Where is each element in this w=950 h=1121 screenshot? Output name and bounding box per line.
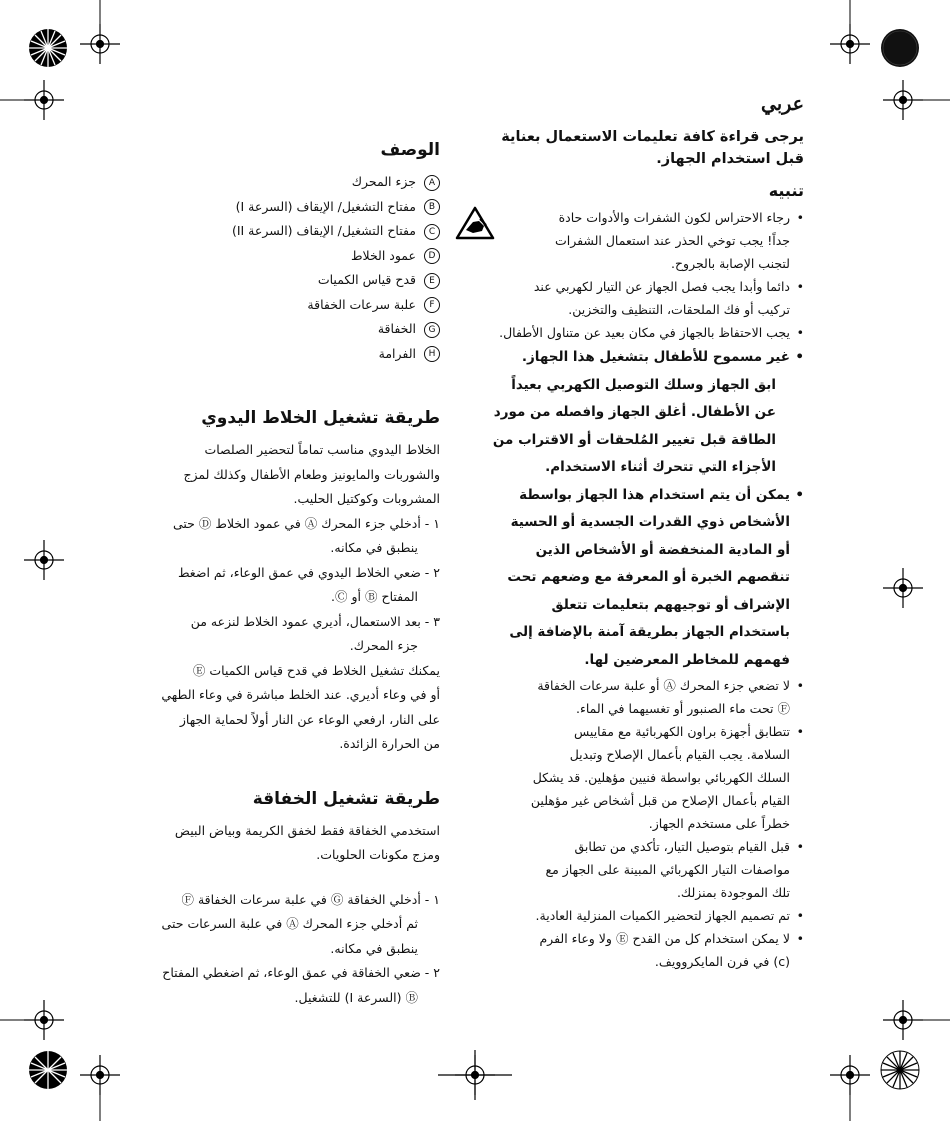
text-line: ومزج مكونات الحلويات. [316,847,440,862]
warning-line: أو المادية المنخفضة أو الأشخاص الذين [535,541,790,558]
part-label: الفرامة [378,345,416,361]
intro-line: قبل استخدام الجهاز. [656,151,804,167]
list-item [455,720,804,835]
part-label: عمود الخلاط [350,247,416,263]
hand-blender-step [138,512,440,561]
text-line: على النار، ارفعي الوعاء عن النار أولاً لحماية الجهاز [179,711,440,727]
warning-line: الطاقة قبل تغيير المُلحقات أو الاقتراب من [492,431,776,448]
text-line: والشوربات والمايونيز وطعام الأطفال وكذلك لمزج [183,466,440,482]
list-item [455,904,804,927]
warning-line: ابق الجهاز وسلك التوصيل الكهربي بعيداً [511,376,776,393]
whisk-heading: طريقة تشغيل الخفاقة [252,788,440,809]
part-label: جزء المحرك [351,174,416,189]
part-letter-badge: G [424,322,440,338]
list-item [455,482,804,675]
list-item [455,927,804,973]
whisk-step [138,961,440,1010]
warning-heading: تنبيه [768,181,804,200]
text-line: ٣ - بعد الاستعمال، أديري عمود الخلاط لنزعه من [190,613,440,629]
warning-line: • دائما وأبدا يجب فصل الجهاز عن التيار لكهربي عند [533,279,790,294]
part-letter-badge: C [424,224,440,240]
dot-target-icon [881,29,919,67]
text-line: ينطبق في مكانه. [330,540,418,555]
list-item [138,170,440,195]
warning-line: مواصفات التيار الكهربائي المبينة على الجهاز مع [545,862,790,877]
warning-line: فهمهم للمخاطر المعرضين لها. [584,651,790,668]
part-letter-badge: D [424,248,440,264]
list-item [138,342,440,367]
text-line: جزء المحرك. [349,638,418,653]
warning-line: • رجاء الاحتراس لكون الشفرات والأدوات حادة [558,210,790,225]
warning-line: (c) في فرن المايكروويف. [654,954,790,969]
list-item [455,344,804,482]
part-letter-badge: E [424,273,440,289]
text-line: ثم أدخلي جزء المحرك Ⓐ في علبة السرعات حتى [161,916,418,931]
text-line: من الحرارة الزائدة. [339,736,440,751]
hand-blender-intro [138,438,440,512]
warning-line: عن الأطفال. أغلق الجهاز وافصله من مورد [493,404,776,420]
part-label: مفتاح التشغيل/ الإيقاف (السرعة II) [231,223,416,238]
text-line: أو في وعاء أديري. عند الخلط مباشرة في وعاء الطهي [161,687,440,702]
warning-line: جداً! يجب توخي الحذر عند استعمال الشفرات [554,233,790,248]
part-letter-badge: F [424,297,440,313]
warning-line: الأجزاء التي تتحرك أثناء الاستخدام. [545,459,776,475]
list-item [138,219,440,244]
whisk-step [138,888,440,962]
warning-line: خطراً على مستخدم الجهاز. [648,816,790,831]
list-item [455,321,804,344]
intro-text [455,126,804,170]
hand-blender-step [138,561,440,610]
part-letter-badge: H [424,346,440,362]
text-line: ١ - أدخلي جزء المحرك Ⓐ في عمود الخلاط Ⓓ حتى [172,515,440,531]
warning-list [455,206,804,973]
text-line: ٢ - ضعي الخلاط اليدوي في عمق الوعاء، ثم اضغط [177,564,440,580]
text-line: ١ - أدخلي الخفاقة Ⓖ في علبة سرعات الخفاقة Ⓕ [181,891,440,907]
list-item [455,275,804,321]
warning-line: • لا يمكن استخدام كل من القدح Ⓔ ولا وعاء الفرم [539,931,790,946]
hand-blender-note [138,659,440,757]
part-label: قدح قياس الكميات [317,272,416,287]
text-line: استخدمي الخفاقة فقط لخفق الكريمة وبياض البيض [174,822,440,838]
list-item [138,244,440,269]
part-letter-badge: A [424,175,440,191]
whisk-intro [138,819,440,868]
right-column [455,92,804,973]
warning-line: لتجنب الإصابة بالجروح. [671,256,790,271]
warning-line: باستخدام الجهاز بطريقة آمنة بالإضافة إلى [509,624,790,640]
text-line: ٢ - ضعي الخفاقة في عمق الوعاء، ثم اضغطي المفتاح [162,965,440,980]
warning-line: • تتطابق أجهزة براون الكهربائية مع مقاييس [573,724,790,739]
part-label: مفتاح التشغيل/ الإيقاف (السرعة I) [235,198,416,214]
language-title: عربي [761,93,804,115]
warning-line: تركيب أو فك الملحقات، التنظيف والتخزين. [568,302,790,317]
parts-list [138,170,440,366]
list-item [138,268,440,293]
warning-line: الأشخاص ذوي القدرات الجسدية أو الحسية [510,514,790,530]
list-item [138,293,440,318]
hand-cut-warning-icon [455,206,495,247]
warning-line: • يمكن أن يتم استخدام هذا الجهاز بواسطة [519,486,790,503]
warning-line: السلامة. يجب القيام بأعمال الإصلاح وتبديل [569,747,790,762]
text-line: الخلاط اليدوي مناسب تماماً لتحضير الصلصات [204,442,440,457]
list-item [455,835,804,904]
text-line: ينطبق في مكانه. [330,940,418,956]
list-item [455,674,804,720]
warning-line: • يجب الاحتفاظ بالجهاز في مكان بعيد عن متناول الأطفال. [499,325,790,340]
warning-line: • غير مسموح للأطفال بتشغيل هذا الجهاز. [521,349,790,365]
warning-line: تلك الموجودة بمنزلك. [676,885,790,900]
part-label: الخفاقة [377,321,416,336]
list-item [138,195,440,220]
list-item [138,317,440,342]
text-line: يمكنك تشغيل الخلاط في قدح قياس الكميات Ⓔ [192,662,440,678]
warning-line: • تم تصميم الجهاز لتحضير الكميات المنزلية العادية. [535,908,790,923]
warning-line: القيام بأعمال الإصلاح من قبل أشخاص غير مؤهلين [530,793,790,808]
part-label: علبة سرعات الخفاقة [307,296,416,312]
text-line: المشروبات وكوكتيل الحليب. [293,491,440,506]
text-line: Ⓑ (السرعة I) للتشغيل. [294,989,418,1005]
warning-line: • قبل القيام بتوصيل التيار، تأكدي من تطابق [574,839,790,854]
intro-line: يرجى قراءة كافة تعليمات الاستعمال بعناية [501,129,804,145]
warning-line: الإشراف أو توجيههم بتعليمات تتعلق [551,596,790,613]
part-letter-badge: B [424,199,440,215]
description-heading: الوصف [380,140,440,160]
warning-line: السلك الكهربائي بواسطة فنيين مؤهلين. قد يشكل [532,770,790,785]
warning-line: • لا تضعي جزء المحرك Ⓐ أو علبة سرعات الخفاقة [537,678,790,693]
warning-line: Ⓕ تحت ماء الصنبور أو تغسيهما في الماء. [576,701,790,716]
text-line: المفتاح Ⓑ أو Ⓒ. [331,589,418,604]
list-item [455,206,804,275]
left-column [138,138,440,1010]
hand-blender-heading: طريقة تشغيل الخلاط اليدوي [201,408,440,428]
hand-blender-step [138,610,440,659]
warning-line: تنقصهم الخبرة أو المعرفة مع وضعهم تحت [507,569,790,585]
